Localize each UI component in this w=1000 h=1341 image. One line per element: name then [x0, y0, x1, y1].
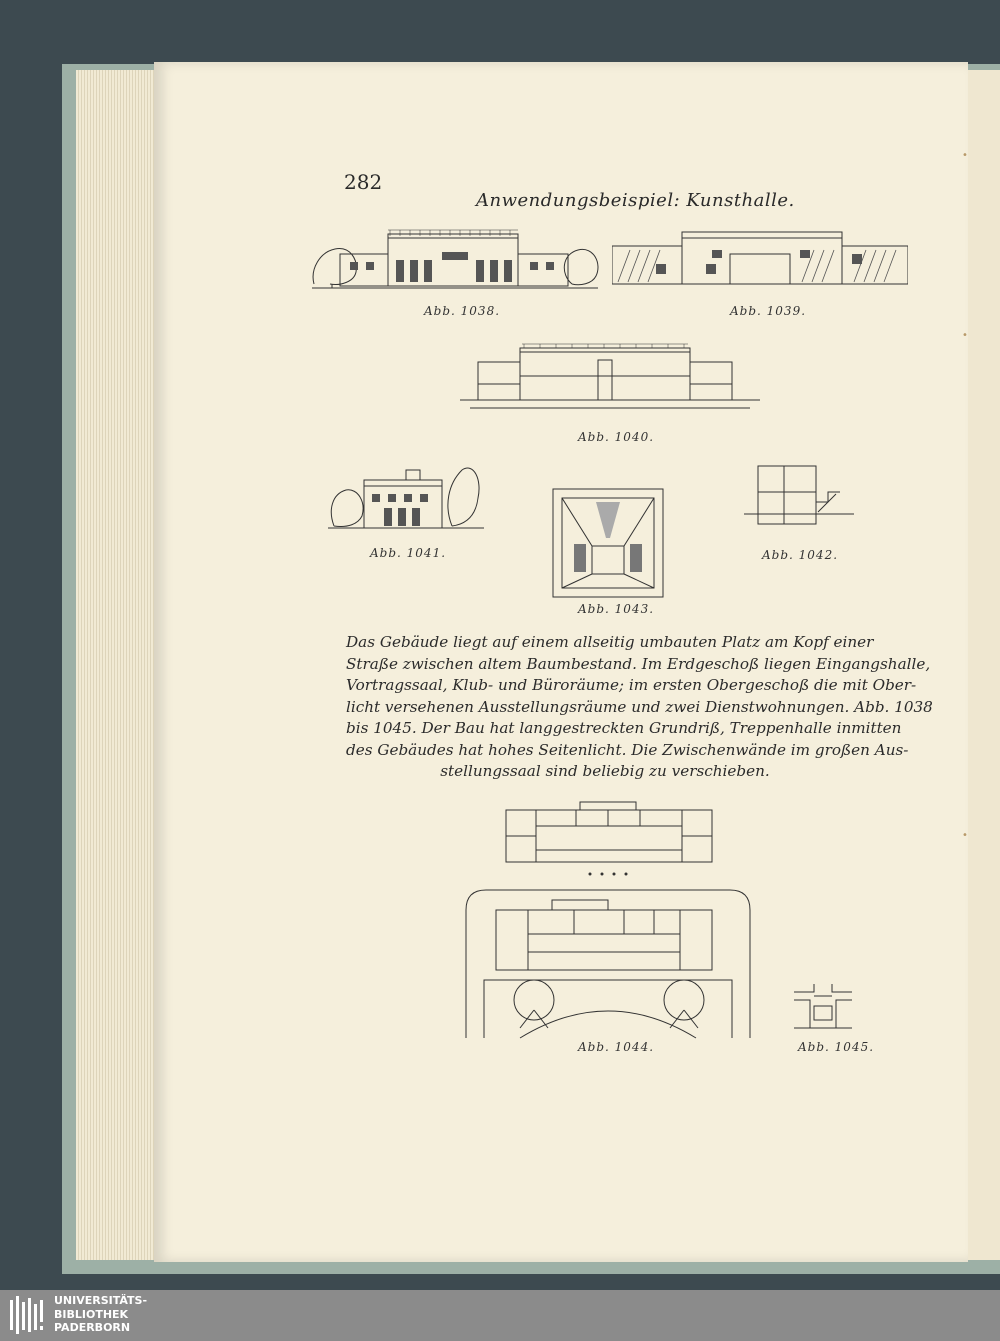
figure-1040-section — [460, 340, 760, 414]
caption-1038: Abb. 1038. — [424, 304, 501, 318]
running-title: Anwendungsbeispiel: Kunsthalle. — [476, 190, 795, 211]
figure-1042-cross-section — [744, 462, 854, 532]
caption-1041: Abb. 1041. — [370, 546, 447, 560]
library-name-line: UNIVERSITÄTS- — [54, 1294, 148, 1307]
figure-1044-ground-plan — [464, 888, 752, 1040]
body-line: des Gebäudes hat hohes Seitenlicht. Die Zwischenwände im großen Aus- — [346, 740, 909, 759]
figure-1043-interior — [552, 488, 664, 598]
body-text — [346, 632, 933, 783]
facing-page-edge — [966, 70, 1000, 1260]
margin-mark: • — [962, 330, 968, 341]
figure-1041-elevation — [328, 460, 484, 532]
margin-mark: • — [962, 150, 968, 161]
body-line: bis 1045. Der Bau hat langgestreckten Grundriß, Treppenhalle inmitten — [346, 719, 902, 737]
body-line: licht versehenen Ausstellungsräume und zwei Dienstwohnungen. Abb. 1038 — [346, 697, 933, 716]
body-line: stellungssaal sind beliebig zu verschieben. — [440, 762, 770, 780]
library-name-line: BIBLIOTHEK — [54, 1307, 129, 1321]
library-footer — [0, 1290, 1000, 1341]
library-name-line: PADERBORN — [54, 1321, 131, 1334]
figure-1044-upper-plan — [500, 800, 718, 880]
figure-1045-site-plan — [792, 982, 854, 1034]
caption-1043: Abb. 1043. — [578, 602, 655, 616]
page-number: 282 — [344, 170, 383, 194]
body-line: Das Gebäude liegt auf einem allseitig umbauten Platz am Kopf einer — [346, 633, 874, 651]
caption-1042: Abb. 1042. — [762, 548, 839, 562]
page-edges — [76, 70, 160, 1260]
figure-1038-facade — [310, 224, 600, 294]
caption-1039: Abb. 1039. — [730, 304, 807, 318]
caption-1045: Abb. 1045. — [798, 1040, 875, 1054]
body-line: Vortragssaal, Klub- und Büroräume; im ersten Obergeschoß die mit Ober- — [346, 676, 917, 694]
body-line: Straße zwischen altem Baumbestand. Im Erdgeschoß liegen Eingangshalle, — [346, 654, 931, 673]
library-name — [54, 1294, 147, 1335]
caption-1040: Abb. 1040. — [578, 430, 655, 444]
library-logo-icon — [10, 1296, 48, 1334]
caption-1044: Abb. 1044. — [578, 1040, 655, 1054]
margin-mark: • — [962, 830, 968, 841]
figure-1039-facade — [612, 224, 908, 290]
